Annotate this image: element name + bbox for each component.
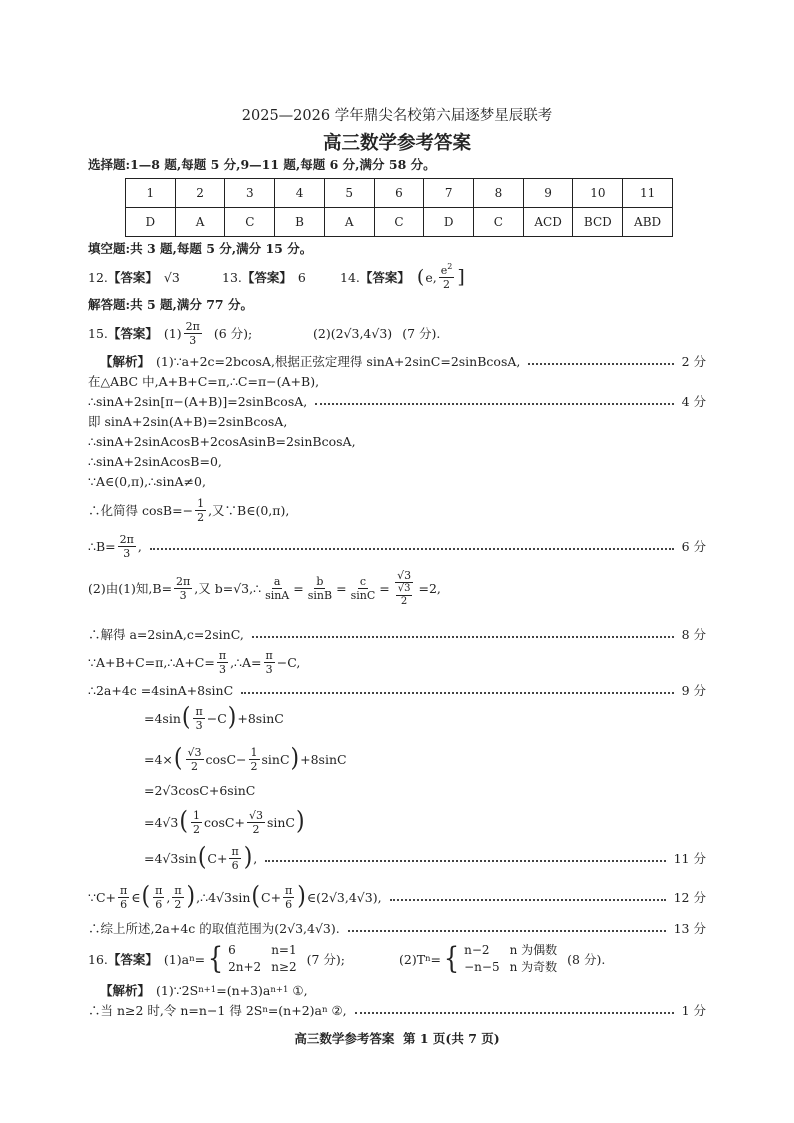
- question-number: 3: [225, 179, 275, 208]
- step-score: 4 分: [681, 394, 706, 409]
- step-score: 9 分: [681, 683, 706, 698]
- fraction: [217, 649, 228, 676]
- numerator: √3: [397, 568, 412, 582]
- q16-answer-part2: (2)T n = { n−2 n 为偶数 −n−5 n 为奇数 (8 分).: [399, 941, 606, 976]
- solution-text: ,∴A=: [230, 654, 262, 670]
- step-score: 1 分: [681, 1003, 706, 1018]
- numerator: π: [231, 844, 239, 858]
- q15-answer: [88, 319, 252, 347]
- part-label: (2)T: [399, 951, 426, 967]
- answer-value: e,: [425, 269, 437, 285]
- numerator: π: [265, 648, 273, 662]
- denominator: 3: [189, 333, 197, 347]
- case-condition: n 为偶数: [509, 943, 558, 957]
- answer-cell: C: [225, 208, 275, 237]
- left-paren: (: [251, 882, 260, 911]
- fraction: [118, 884, 129, 911]
- answer-value: 6: [297, 269, 306, 285]
- answer-cell: A: [324, 208, 374, 237]
- q15-solution-line-11: [88, 624, 706, 644]
- question-number: 1: [126, 179, 176, 208]
- solution-text: cosC+: [203, 814, 245, 830]
- question-number: 16.: [88, 951, 108, 967]
- answer-cell: ACD: [523, 208, 573, 237]
- equals-sign: =: [194, 951, 206, 967]
- denominator: 3: [179, 588, 187, 602]
- case-value: −n−5: [464, 960, 500, 974]
- denominator: 6: [120, 897, 128, 911]
- solution-tag: 【解析】: [100, 983, 151, 998]
- answer-tag: 【答案】: [107, 270, 158, 285]
- numerator: 2π: [185, 319, 200, 333]
- step-score: 11 分: [673, 851, 706, 866]
- solution-text: ∴综上所述,2a+4c 的取值范围为(2√3,4√3).: [88, 921, 340, 936]
- numerator: b: [316, 574, 324, 588]
- solution-text: ,又 b=√3,∴: [194, 581, 262, 596]
- numerator: 2π: [119, 532, 134, 546]
- mc-answer-table: [125, 178, 673, 237]
- denominator: 2: [443, 277, 450, 291]
- question-number: 2: [175, 179, 225, 208]
- dot-leader: [355, 1012, 674, 1014]
- numerator: π: [195, 704, 203, 718]
- q15-solution-line-18: [144, 843, 706, 873]
- left-paren: (: [173, 744, 183, 773]
- denominator: 6: [285, 897, 293, 911]
- q15-solution-line-12: [88, 647, 300, 677]
- q15-solution-line-5: ∴sinA+2sinAcosB+2cosAsinB=2sinBcosA,: [88, 433, 356, 449]
- q15-solution-line-2: 在△ABC 中,A+B+C=π,∴C=π−(A+B),: [88, 374, 320, 389]
- fraction: [283, 884, 294, 911]
- equals-sign: =: [430, 951, 442, 967]
- q16-solution-line-1: 【解析】 (1)∵2S n+1 =(n+3)a n+1 ①,: [100, 982, 308, 998]
- answer-cell: B: [275, 208, 325, 237]
- dot-leader: [390, 899, 666, 901]
- solution-text: −C: [206, 710, 227, 726]
- question-number: 14.: [340, 269, 360, 285]
- dot-leader: [241, 692, 673, 694]
- numerator: π: [218, 648, 227, 662]
- case-value: 6: [228, 943, 236, 957]
- solution-text: ∵A+B+C=π,∴A+C=: [88, 654, 215, 670]
- essay-intro: 解答题:共 5 题,满分 77 分。: [88, 297, 253, 312]
- nested-fraction: [392, 569, 417, 608]
- equals-sign: =: [379, 580, 390, 596]
- left-paren: (: [179, 807, 188, 836]
- case-value: n−2: [464, 943, 490, 957]
- solution-text: =4sin: [144, 710, 181, 726]
- left-paren: (: [141, 882, 151, 911]
- page-footer: 高三数学参考答案 第 1 页(共 7 页): [294, 1031, 500, 1046]
- left-brace: {: [443, 941, 460, 976]
- solution-text: +8sinC: [300, 751, 347, 767]
- solution-text: sinC: [266, 814, 295, 830]
- q16-solution-line-2: ∴当 n≥2 时,令 n=n−1 得 2S n =(n+2)a n ②, 1 分: [88, 1002, 706, 1018]
- denominator: 3: [218, 662, 226, 676]
- solution-text: =4×: [144, 751, 173, 767]
- answer-cell: D: [424, 208, 474, 237]
- fraction: [193, 705, 204, 732]
- answer-tag: 【答案】: [107, 326, 158, 341]
- solution-text: ,: [166, 889, 171, 905]
- solution-text: ∈(2√3,4√3),: [306, 889, 382, 905]
- answer-tag: 【答案】: [359, 270, 410, 285]
- piecewise-definition: [441, 942, 557, 976]
- numerator: 1: [197, 496, 205, 510]
- page-title: 高三数学参考答案: [322, 133, 471, 154]
- question-number: 5: [324, 179, 374, 208]
- fraction: [172, 884, 183, 911]
- fraction: [153, 884, 164, 911]
- case-condition: n 为奇数: [509, 960, 558, 974]
- question-number: 13.: [222, 269, 242, 285]
- solution-text: ∴B=: [88, 538, 116, 554]
- q15-solution-line-15: [144, 744, 347, 774]
- solution-text: =2,: [418, 580, 441, 596]
- q15-solution-line-3: [88, 391, 706, 411]
- q15-solution-line-8: [88, 495, 289, 525]
- part-answer: (2)(2√3,4√3): [313, 325, 393, 341]
- piecewise-definition: [205, 942, 297, 976]
- solution-text: ①,: [288, 982, 308, 998]
- dot-leader: [348, 930, 666, 932]
- part-label: (1)a: [163, 951, 190, 967]
- q15-solution-line-1: [100, 351, 706, 371]
- dot-leader: [528, 363, 673, 365]
- denominator: sinB: [307, 588, 333, 602]
- solution-text: ,∴4√3sin: [196, 889, 251, 905]
- fraction: [184, 320, 202, 347]
- q15-solution-line-9: [88, 531, 706, 561]
- answer-tag: 【答案】: [241, 270, 292, 285]
- numerator: 1: [192, 808, 200, 822]
- q15-solution-line-16: =2√3cosC+6sinC: [144, 782, 256, 798]
- q15-solution-line-20: [88, 918, 706, 938]
- question-number: 7: [424, 179, 474, 208]
- case-rows: [464, 942, 557, 976]
- q15-solution-line-7: ∵A∈(0,π),∴sinA≠0,: [88, 473, 206, 489]
- numerator: [439, 261, 455, 278]
- denominator: 2: [174, 897, 182, 911]
- fraction: [186, 746, 204, 773]
- step-score: 2 分: [681, 354, 706, 369]
- denominator: [392, 583, 417, 608]
- right-paren: ): [243, 843, 253, 872]
- numerator-base: e: [440, 263, 448, 277]
- fraction: [174, 575, 192, 602]
- answer-cell: D: [126, 208, 176, 237]
- fraction: [249, 746, 260, 773]
- fraction: [306, 575, 334, 602]
- q15-solution-line-14: [144, 703, 284, 733]
- part-score: (8 分).: [567, 952, 606, 967]
- question-number: 4: [275, 179, 325, 208]
- q15-solution-line-17: [144, 807, 306, 837]
- denominator: 3: [123, 546, 131, 560]
- solution-text: =(n+2)a: [267, 1002, 322, 1018]
- q15-solution-line-6: ∴sinA+2sinAcosB=0,: [88, 453, 222, 469]
- q15-solution-line-13: [88, 680, 706, 700]
- left-brace: {: [207, 941, 224, 976]
- part-score: (7 分);: [306, 952, 346, 967]
- question-number: 6: [374, 179, 424, 208]
- solution-tag: 【解析】: [100, 354, 151, 369]
- case-rows: [228, 942, 296, 976]
- answer-tag: 【答案】: [107, 952, 158, 967]
- right-paren: ): [290, 744, 300, 773]
- q15-solution-line-4: 即 sinA+2sin(A+B)=2sinBcosA,: [88, 414, 288, 429]
- open-paren: (: [416, 266, 425, 288]
- solution-text: ∵C+: [88, 889, 116, 905]
- q16-answer: 16. 【答案】 (1)a n = { 6 n=1 2n+2 n≥2 (7 分);: [88, 941, 346, 976]
- solution-text: ∴2a+4c =4sinA+8sinC: [88, 682, 234, 698]
- dot-leader: [315, 403, 673, 405]
- numerator: π: [120, 883, 128, 897]
- solution-text: ②,: [327, 1002, 347, 1018]
- answer-cell: C: [474, 208, 524, 237]
- solution-text: C+: [207, 850, 228, 866]
- solution-text: +8sinC: [237, 710, 284, 726]
- q15-solution-line-19: [88, 882, 706, 912]
- question-number: 10: [573, 179, 623, 208]
- question-number: 9: [523, 179, 573, 208]
- solution-text: ∴当 n≥2 时,令 n=n−1 得 2S: [88, 1003, 263, 1018]
- question-number-row: [126, 179, 673, 208]
- solution-text: ,: [253, 850, 258, 866]
- part-score: (6 分);: [213, 326, 253, 341]
- numerator: √3: [248, 808, 263, 822]
- denominator: 2: [250, 759, 258, 773]
- solution-text: −C,: [276, 654, 301, 670]
- solution-text: sinC: [261, 751, 290, 767]
- denominator: 2: [191, 759, 198, 773]
- answer-row: [126, 208, 673, 237]
- numerator: 1: [250, 745, 258, 759]
- case-condition: n=1: [271, 943, 297, 957]
- exam-title: 2025—2026 学年鼎尖名校第六届逐梦星辰联考: [241, 107, 553, 124]
- left-paren: (: [181, 703, 191, 732]
- q15-solution-line-10: [88, 563, 441, 613]
- denominator: 2: [192, 822, 200, 836]
- answer-cell: C: [374, 208, 424, 237]
- fraction: [396, 583, 413, 608]
- equals-sign: =: [293, 580, 304, 596]
- denominator: 3: [265, 662, 273, 676]
- denominator: 2: [400, 595, 408, 607]
- fraction: [229, 845, 240, 872]
- numerator: π: [285, 883, 293, 897]
- solution-text: =4√3sin: [144, 850, 197, 866]
- question-number: 8: [474, 179, 524, 208]
- solution-text: (1)∵a+2c=2bcosA,根据正弦定理得 sinA+2sinC=2sinBcosA,: [156, 354, 521, 369]
- numerator: √3: [187, 745, 202, 759]
- answer-value: √3: [163, 269, 180, 285]
- solution-text: ,: [137, 538, 142, 554]
- fraction: [118, 533, 136, 560]
- part-label: (1): [163, 325, 182, 341]
- solution-text: ∈: [131, 889, 141, 905]
- denominator: 2: [252, 822, 260, 836]
- denominator: 3: [195, 718, 203, 732]
- fill-intro: 填空题:共 3 题,每题 5 分,满分 15 分。: [88, 241, 313, 256]
- fraction: [349, 575, 378, 602]
- right-paren: ): [295, 807, 305, 836]
- denominator: 2: [197, 510, 205, 524]
- step-score: 13 分: [673, 921, 706, 936]
- right-paren: ): [186, 882, 196, 911]
- q12-answer: [88, 262, 180, 292]
- left-paren: (: [197, 843, 207, 872]
- mc-intro: 选择题:1—8 题,每题 5 分,9—11 题,每题 6 分,满分 58 分。: [88, 157, 436, 172]
- equals-sign: =: [336, 580, 347, 596]
- solution-text: =(n+3)a: [216, 982, 271, 998]
- fraction: [195, 497, 206, 524]
- step-score: 12 分: [673, 890, 706, 905]
- solution-text: C+: [261, 889, 282, 905]
- fraction: [263, 575, 291, 602]
- solution-text: ∴sinA+2sin[π−(A+B)]=2sinBcosA,: [88, 393, 308, 409]
- answer-cell: BCD: [573, 208, 623, 237]
- numerator: π: [174, 883, 182, 897]
- right-paren: ): [297, 882, 306, 911]
- dot-leader: [252, 636, 674, 638]
- numerator: √3: [397, 582, 411, 594]
- denominator: sinC: [350, 588, 376, 602]
- q13-answer: [222, 262, 306, 292]
- numerator: c: [359, 574, 366, 588]
- exponent: 2: [447, 261, 453, 271]
- part-score: (7 分).: [402, 326, 441, 341]
- solution-text: ,又∵B∈(0,π),: [208, 503, 290, 518]
- fraction: [439, 261, 455, 291]
- denominator: 6: [231, 858, 239, 872]
- denominator: 6: [155, 897, 163, 911]
- numerator: 2π: [176, 574, 191, 588]
- fraction: [247, 809, 265, 836]
- solution-text: cosC−: [205, 751, 247, 767]
- question-number: 11: [623, 179, 673, 208]
- step-score: 8 分: [681, 627, 706, 642]
- denominator: sinA: [265, 588, 290, 602]
- dot-leader: [150, 548, 674, 550]
- q14-answer: [340, 262, 466, 292]
- q15-answer-part2: [313, 319, 440, 347]
- solution-text: (1)∵2S: [156, 982, 199, 998]
- fraction: [191, 809, 202, 836]
- question-number: 15.: [88, 325, 108, 341]
- numerator: a: [273, 574, 281, 588]
- case-value: 2n+2: [228, 960, 262, 974]
- solution-text: (2)由(1)知,B=: [88, 581, 173, 596]
- case-condition: n≥2: [271, 960, 297, 974]
- dot-leader: [265, 860, 665, 862]
- solution-text: =4√3: [144, 814, 179, 830]
- right-paren: ): [227, 703, 237, 732]
- step-score: 6 分: [681, 539, 706, 554]
- close-bracket: ]: [457, 266, 465, 288]
- solution-text: ∴解得 a=2sinA,c=2sinC,: [88, 627, 244, 642]
- numerator: π: [155, 883, 163, 897]
- answer-cell: A: [175, 208, 225, 237]
- solution-text: ∴化简得 cosB=−: [88, 503, 194, 518]
- question-number: 12.: [88, 269, 108, 285]
- answer-cell: ABD: [623, 208, 673, 237]
- fraction: [264, 649, 275, 676]
